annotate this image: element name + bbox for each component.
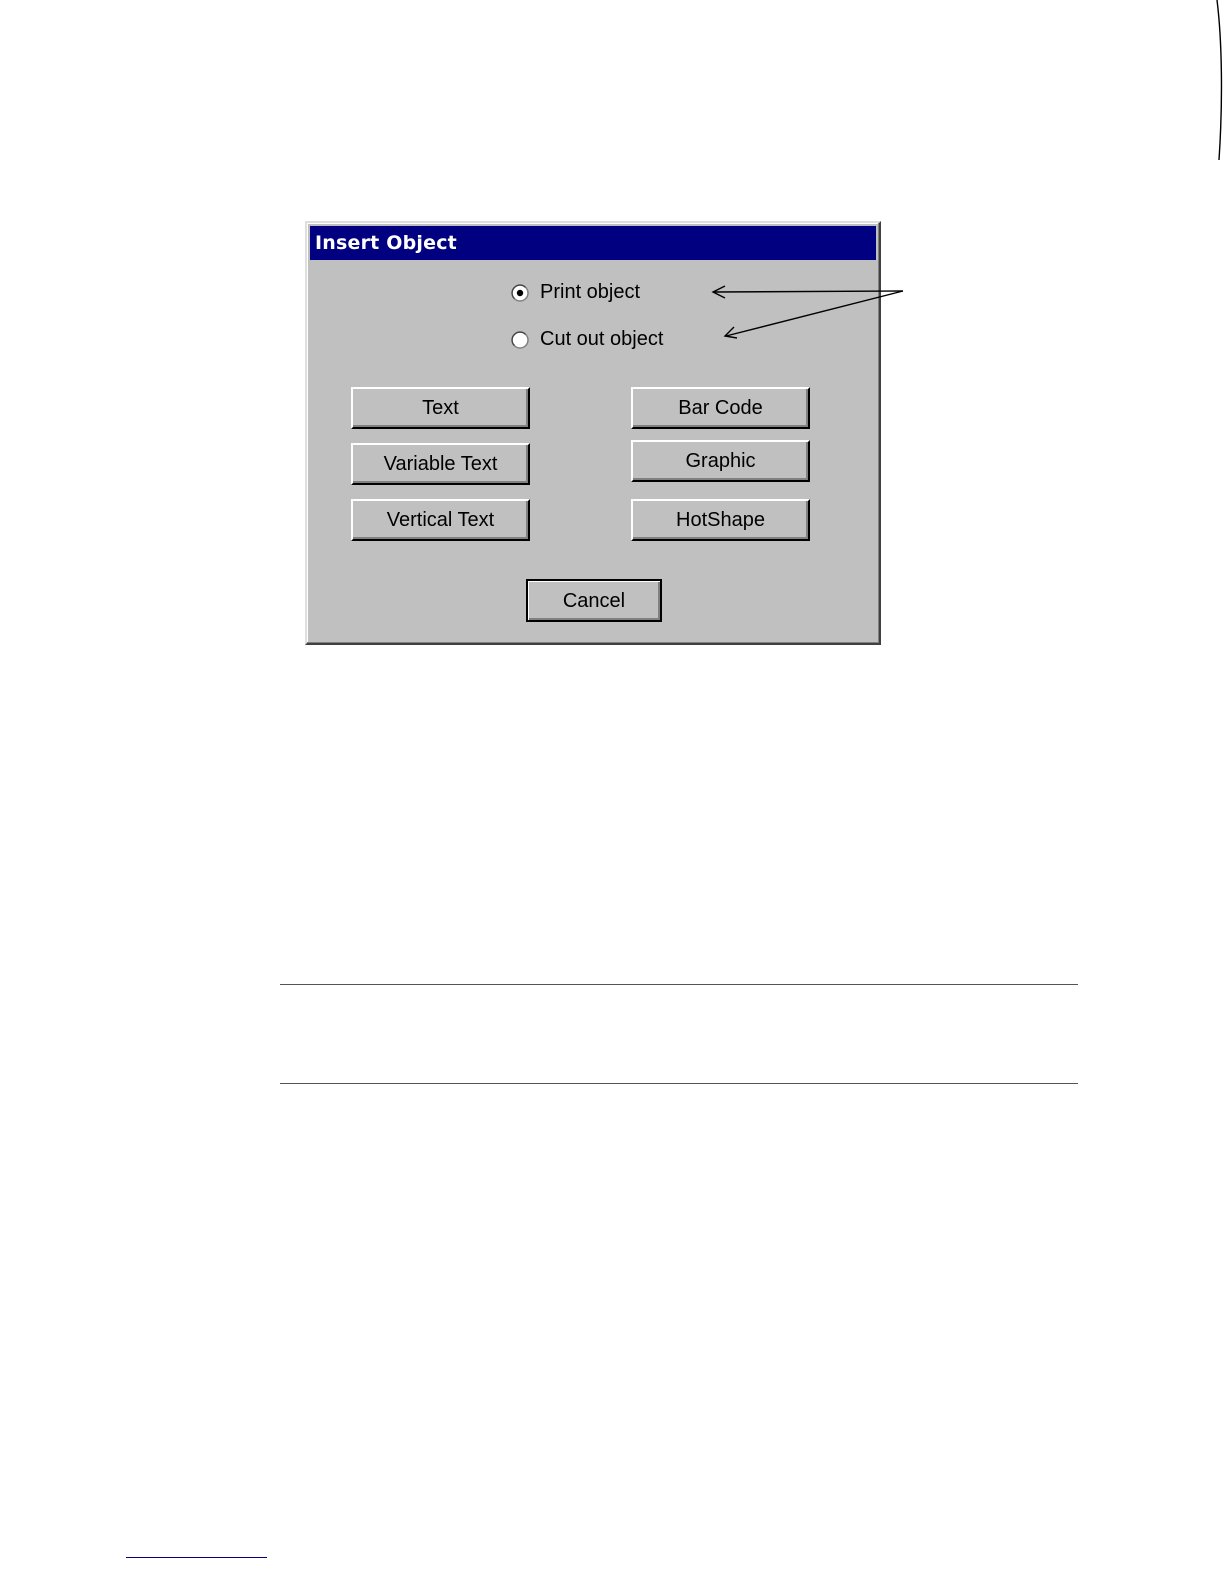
print-object-radio[interactable] (511, 281, 640, 304)
page-edge-curve (1216, 0, 1224, 160)
footer-link-underline (126, 1557, 267, 1558)
radio-unselected-icon (511, 331, 529, 349)
cut-out-object-radio[interactable] (511, 328, 663, 351)
cancel-button[interactable]: Cancel (526, 579, 662, 622)
callout-arrows-icon (700, 275, 910, 345)
divider-line-top (280, 984, 1078, 985)
divider-line-bottom (280, 1083, 1078, 1084)
radio-selected-icon (511, 284, 529, 302)
cut-out-object-label: Cut out object (540, 328, 664, 350)
graphic-button[interactable]: Graphic (631, 440, 810, 482)
hotshape-button[interactable]: HotShape (631, 499, 810, 541)
text-button[interactable]: Text (351, 387, 530, 429)
dialog-title: Insert Object (310, 226, 876, 260)
variable-text-button[interactable]: Variable Text (351, 443, 530, 485)
vertical-text-button[interactable]: Vertical Text (351, 499, 530, 541)
print-object-label: Print object (540, 281, 641, 303)
bar-code-button[interactable]: Bar Code (631, 387, 810, 429)
